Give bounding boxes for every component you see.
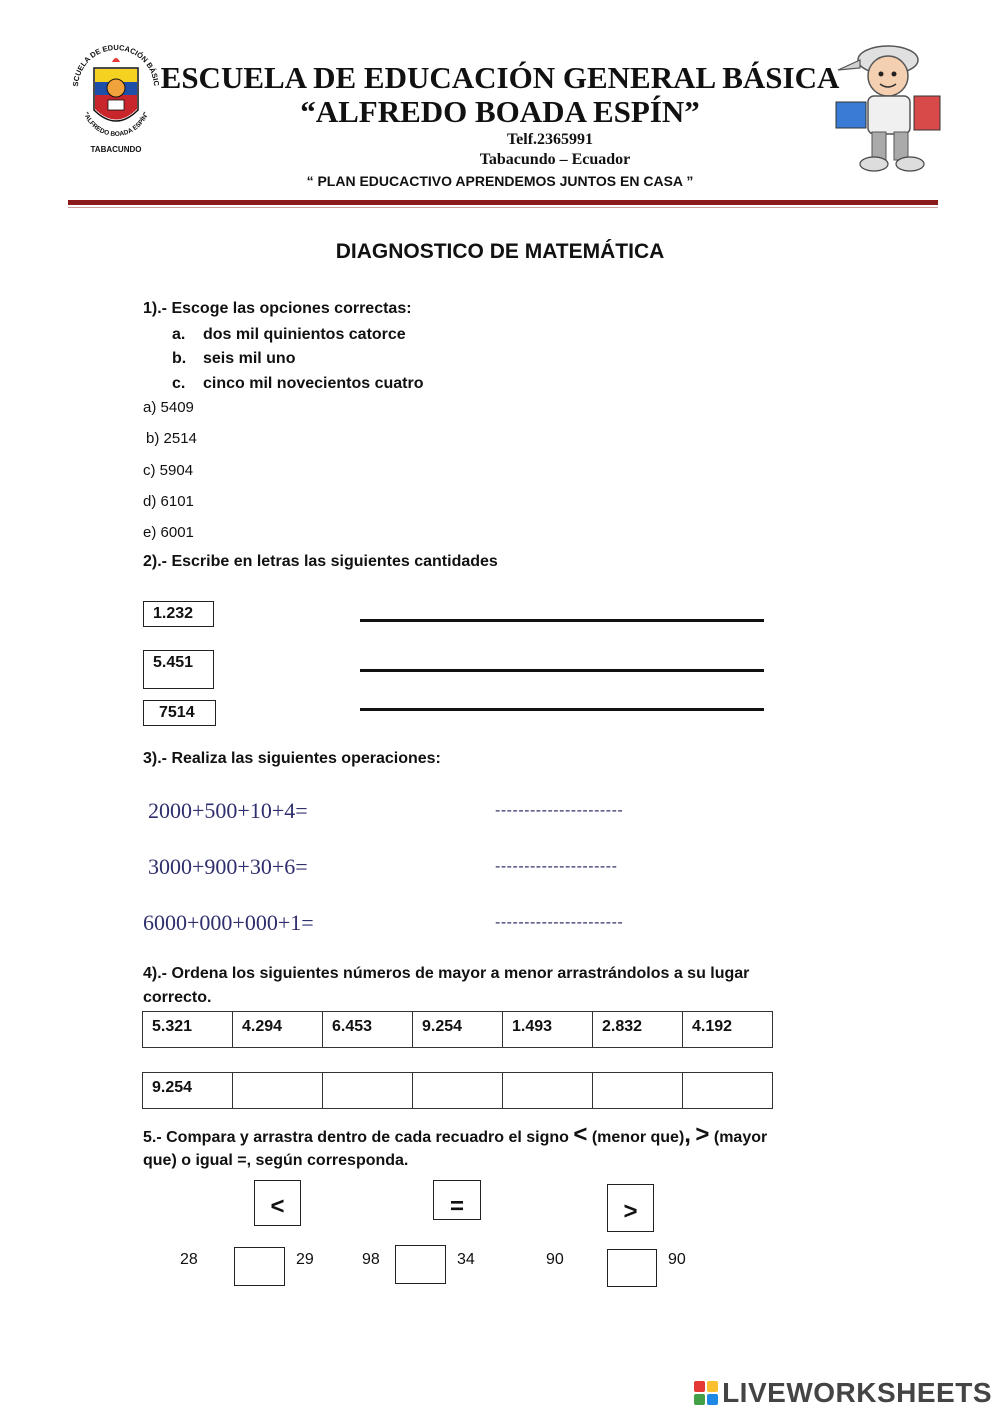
q3-operation: 6000+000+000+1= (143, 910, 314, 935)
q4-drop-slot[interactable] (503, 1073, 593, 1109)
q5-prompt (143, 1121, 767, 1149)
q2-number-box: 5.451 (143, 650, 214, 689)
q4-drop-slot[interactable] (323, 1073, 413, 1109)
q5-compare-right-number: 29 (296, 1251, 314, 1268)
q1-answer-option[interactable]: b) 2514 (146, 430, 197, 447)
liveworksheets-logo (693, 1377, 992, 1409)
q2-number-box: 7514 (143, 700, 216, 726)
q5-prompt-part: 5.- Compara y arrastra dentro de cada recuadro el signo (143, 1129, 574, 1146)
q4-prompt-continued: correcto. (143, 989, 212, 1006)
q5-prompt-continued: que) o igual =, según corresponda. (143, 1152, 409, 1169)
q5-drop-box[interactable] (234, 1247, 285, 1286)
q4-drop-slot[interactable] (413, 1073, 503, 1109)
q1-prompt: 1).- Escoge las opciones correctas: (143, 300, 412, 317)
student-mascot-image (830, 30, 945, 180)
q3-operation: 3000+900+30+6= (148, 854, 308, 879)
q5-draggable-sign-less[interactable]: < (254, 1180, 301, 1226)
q5-draggable-sign-equal[interactable]: = (433, 1180, 481, 1220)
q1-item-text: cinco mil novecientos cuatro (203, 375, 424, 392)
q3-operation: 2000+500+10+4= (148, 798, 308, 823)
q5-compare-left-number: 28 (180, 1251, 198, 1268)
q1-item-marker: a. (172, 326, 186, 343)
q2-answer-line[interactable] (360, 619, 764, 622)
q4-prompt: 4).- Ordena los siguientes números de mayor a menor arrastrándolos a su lugar (143, 965, 750, 982)
q5-compare-right-number: 90 (668, 1251, 686, 1268)
q4-source-row (142, 1011, 773, 1048)
q4-drop-slot[interactable] (233, 1073, 323, 1109)
school-location: Tabacundo – Ecuador (479, 151, 631, 168)
q1-item-text: seis mil uno (203, 350, 296, 367)
q3-answer-blank[interactable]: ---------------------- (495, 802, 624, 819)
q5-drop-box[interactable] (607, 1249, 657, 1287)
plan-subtitle: “ PLAN EDUCACTIVO APRENDEMOS JUNTOS EN CASA ” (306, 173, 694, 189)
q3-prompt: 3).- Realiza las siguientes operaciones: (143, 750, 441, 767)
q5-less-than-symbol: < (573, 1121, 588, 1148)
logo-top-text: SCUELA DE EDUCACIÓN BÁSIC (70, 42, 162, 87)
logo-caption: TABACUNDO (90, 145, 142, 154)
header-divider-thin (68, 207, 938, 208)
q2-answer-line[interactable] (360, 708, 764, 711)
q4-draggable-number[interactable]: 4.192 (683, 1012, 773, 1048)
q1-answer-option[interactable]: c) 5904 (143, 462, 194, 479)
liveworksheets-brand: LIVEWORKSHEETS (722, 1377, 992, 1408)
liveworksheets-icon (693, 1380, 719, 1406)
q5-draggable-sign-greater[interactable]: > (607, 1184, 654, 1232)
q5-compare-left-number: 98 (362, 1251, 380, 1268)
q5-prompt-part: (mayor (709, 1129, 768, 1146)
header-divider (68, 200, 938, 205)
q3-answer-blank[interactable]: --------------------- (495, 858, 618, 875)
q5-compare-left-number: 90 (546, 1251, 564, 1268)
logo-bottom-text: "ALFREDO BOADA ESPÍN" (81, 111, 151, 139)
q4-drop-slot[interactable] (593, 1073, 683, 1109)
q2-prompt: 2).- Escribe en letras las siguientes cantidades (143, 553, 498, 570)
q4-draggable-number[interactable]: 9.254 (413, 1012, 503, 1048)
document-title: DIAGNOSTICO DE MATEMÁTICA (335, 240, 665, 263)
q1-item-marker: b. (172, 350, 187, 367)
q4-drop-slot[interactable]: 9.254 (143, 1073, 233, 1109)
q1-answer-option[interactable]: a) 5409 (143, 399, 194, 416)
q5-comma: , (684, 1121, 691, 1148)
school-phone: Telf.2365991 (506, 131, 594, 148)
q1-item-marker: c. (172, 375, 186, 392)
q2-number-box: 1.232 (143, 601, 214, 627)
q2-answer-line[interactable] (360, 669, 764, 672)
q4-draggable-number[interactable]: 6.453 (323, 1012, 413, 1048)
q4-draggable-number[interactable]: 2.832 (593, 1012, 683, 1048)
q5-prompt-part: (menor que) (587, 1129, 685, 1146)
q4-draggable-number[interactable]: 1.493 (503, 1012, 593, 1048)
q5-greater-than-symbol: > (695, 1121, 710, 1148)
q4-draggable-number[interactable]: 4.294 (233, 1012, 323, 1048)
q4-drop-slot[interactable] (683, 1073, 773, 1109)
q1-answer-option[interactable]: d) 6101 (143, 493, 194, 510)
q3-answer-blank[interactable]: ---------------------- (495, 914, 624, 931)
q5-drop-box[interactable] (395, 1245, 446, 1284)
q1-answer-option[interactable]: e) 6001 (143, 524, 194, 541)
q4-draggable-number[interactable]: 5.321 (143, 1012, 233, 1048)
q1-item-text: dos mil quinientos catorce (203, 326, 406, 343)
school-title: ESCUELA DE EDUCACIÓN GENERAL BÁSICA (160, 60, 840, 95)
q4-target-row (142, 1072, 773, 1109)
school-name: “ALFREDO BOADA ESPÍN” (300, 94, 700, 129)
q5-compare-right-number: 34 (457, 1251, 475, 1268)
